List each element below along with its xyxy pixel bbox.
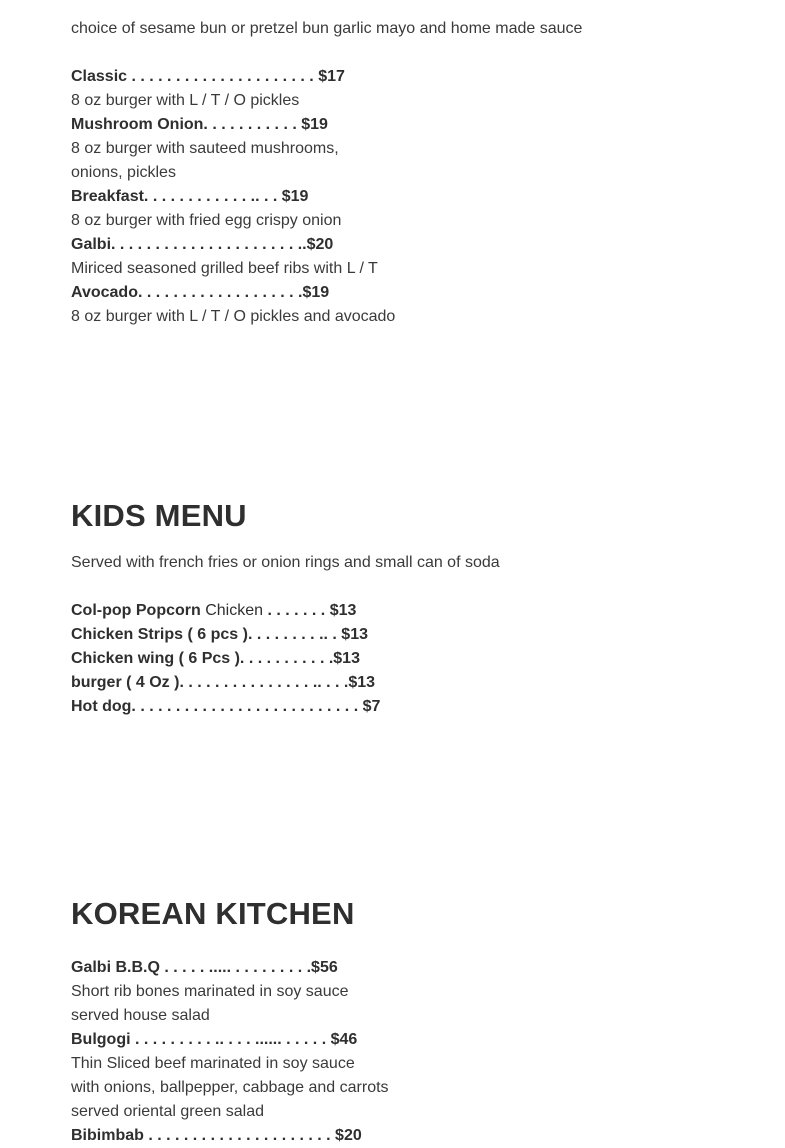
- menu-item-title: Bulgogi . . . . . . . . . .. . . . ...... . . . . . $46: [71, 1031, 358, 1048]
- menu-item-title: Avocado. . . . . . . . . . . . . . . . . . .$19: [71, 284, 330, 301]
- menu-item-description: 8 oz burger with L / T / O pickles and avocado: [71, 308, 396, 325]
- menu-item-title: Hot dog. . . . . . . . . . . . . . . . . . . . . . . . . . $7: [71, 698, 381, 715]
- kids-section: [71, 496, 500, 719]
- menu-item-title: Galbi B.B.Q . . . . . ..... . . . . . . . . .$56: [71, 959, 338, 976]
- menu-item-title: [71, 599, 500, 623]
- menu-item-description: onions, pickles: [71, 164, 176, 181]
- menu-item-description: with onions, ballpepper, cabbage and carrots: [71, 1079, 389, 1096]
- burger-section: [71, 17, 582, 329]
- menu-item-title: Galbi. . . . . . . . . . . . . . . . . . . . . ..$20: [71, 236, 334, 253]
- menu-item-price: . . . . . . . $13: [263, 602, 357, 619]
- menu-item-title: Chicken wing ( 6 Pcs ). . . . . . . . . . .$13: [71, 650, 360, 667]
- menu-item-description: Thin Sliced beef marinated in soy sauce: [71, 1055, 355, 1072]
- menu-item-title: Mushroom Onion. . . . . . . . . . . $19: [71, 116, 328, 133]
- section-heading-kids: KIDS MENU: [71, 498, 247, 533]
- menu-item-description: served oriental green salad: [71, 1103, 265, 1120]
- menu-item-description: 8 oz burger with sauteed mushrooms,: [71, 140, 339, 157]
- menu-item-name: Col-pop Popcorn: [71, 602, 201, 619]
- menu-item-title: burger ( 4 Oz ). . . . . . . . . . . . . . . .. . . .$13: [71, 674, 376, 691]
- burger-intro: choice of sesame bun or pretzel bun garlic mayo and home made sauce: [71, 20, 583, 37]
- menu-item-description: 8 oz burger with L / T / O pickles: [71, 92, 300, 109]
- menu-item-title: Breakfast. . . . . . . . . . . . .. . . $19: [71, 188, 309, 205]
- menu-item-title: Chicken Strips ( 6 pcs ). . . . . . . . .. . $13: [71, 626, 368, 643]
- menu-item-description: Miriced seasoned grilled beef ribs with L / T: [71, 260, 378, 277]
- menu-item-title: Bibimbab . . . . . . . . . . . . . . . . . . . . . $20: [71, 1127, 362, 1144]
- menu-item-name-plain: Chicken: [200, 602, 264, 619]
- kids-intro: Served with french fries or onion rings and small can of soda: [71, 554, 500, 571]
- menu-item-description: Short rib bones marinated in soy sauce: [71, 983, 349, 1000]
- section-heading-korean: KOREAN KITCHEN: [71, 896, 355, 931]
- menu-item-description: 8 oz burger with fried egg crispy onion: [71, 212, 342, 229]
- menu-item-description: served house salad: [71, 1007, 210, 1024]
- korean-section: [71, 894, 389, 1148]
- menu-item-title: Classic . . . . . . . . . . . . . . . . . . . . . $17: [71, 68, 345, 85]
